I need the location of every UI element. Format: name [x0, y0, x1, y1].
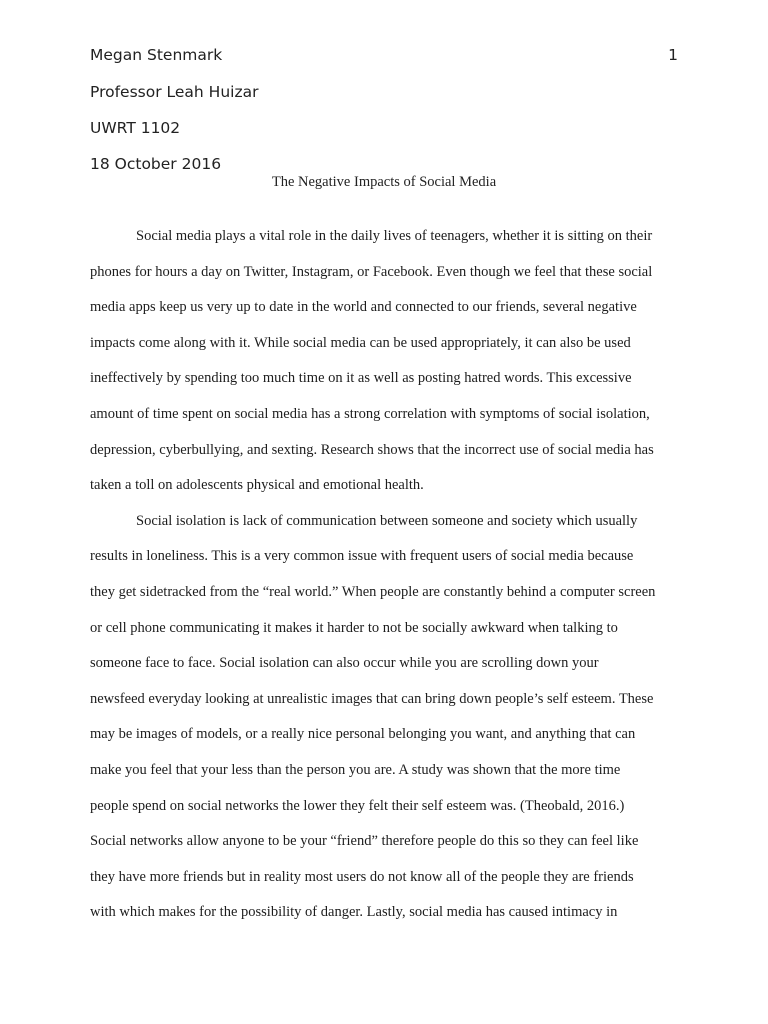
- paragraph-line: people spend on social networks the lower they felt their self esteem was. (Theobald, 2016.): [90, 797, 625, 814]
- paragraph-line: may be images of models, or a really nice personal belonging you want, and anything that can: [90, 726, 636, 743]
- paragraph-line: Social networks allow anyone to be your “friend” therefore people do this so they can feel like: [90, 833, 639, 850]
- paragraph-line: they have more friends but in reality most users do not know all of the people they are friends: [90, 868, 634, 885]
- author-name: Megan Stenmark: [90, 46, 223, 64]
- paragraph-line: Social media plays a vital role in the daily lives of teenagers, whether it is sitting on their: [136, 228, 653, 244]
- paragraph-line: someone face to face. Social isolation can also occur while you are scrolling down your: [90, 655, 599, 672]
- course-code: UWRT 1102: [90, 119, 181, 137]
- paragraph-line: with which makes for the possibility of danger. Lastly, social media has caused intimacy in: [90, 904, 618, 921]
- paragraph-line: or cell phone communicating it makes it harder to not be socially awkward when talking to: [90, 619, 618, 636]
- document-date: 18 October 2016: [90, 155, 222, 173]
- paragraph-line: amount of time spent on social media has a strong correlation with symptoms of social isolation,: [90, 406, 650, 422]
- paragraph-line: taken a toll on adolescents physical and emotional health.: [90, 477, 424, 494]
- paragraph-line: Social isolation is lack of communication between someone and society which usually: [136, 512, 638, 529]
- essay-title: The Negative Impacts of Social Media: [271, 174, 497, 190]
- paragraph-line: impacts come along with it. While social media can be used appropriately, it can also be used: [90, 334, 631, 351]
- paragraph-line: make you feel that your less than the person you are. A study was shown that the more time: [90, 762, 621, 778]
- paragraph-line: results in loneliness. This is a very common issue with frequent users of social media because: [90, 548, 634, 565]
- paragraph-line: phones for hours a day on Twitter, Instagram, or Facebook. Even though we feel that these social: [90, 263, 653, 280]
- paragraph-line: newsfeed everyday looking at unrealistic images that can bring down people’s self esteem. These: [90, 690, 654, 707]
- paragraph-line: they get sidetracked from the “real world.” When people are constantly behind a computer screen: [90, 584, 656, 600]
- paragraph-line: media apps keep us very up to date in the world and connected to our friends, several negative: [90, 299, 637, 316]
- paragraph-line: ineffectively by spending too much time on it as well as posting hatred words. This excessive: [90, 370, 632, 387]
- professor-name: Professor Leah Huizar: [90, 83, 259, 101]
- paragraph-line: depression, cyberbullying, and sexting. Research shows that the incorrect use of social media has: [90, 441, 654, 458]
- page-number: 1: [668, 46, 678, 64]
